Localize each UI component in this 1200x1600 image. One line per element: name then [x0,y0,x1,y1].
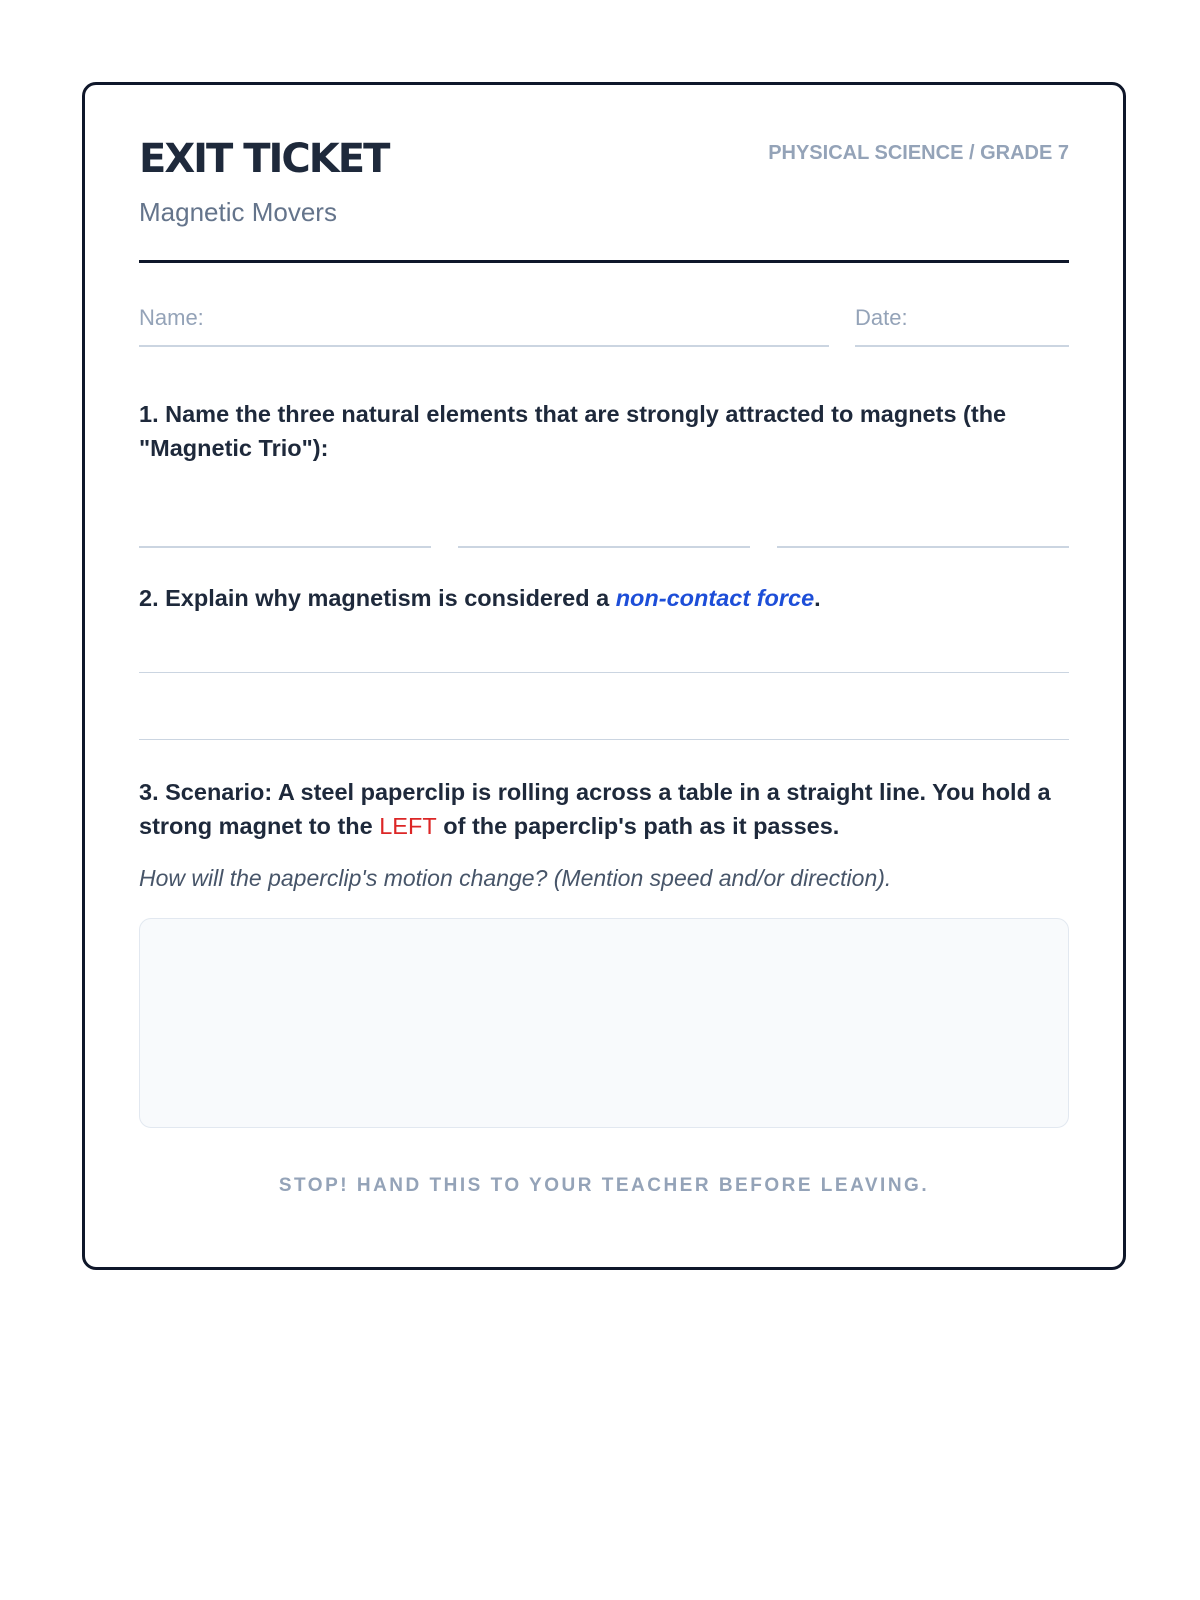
header-divider [139,260,1069,263]
footer-instruction: STOP! HAND THIS TO YOUR TEACHER BEFORE LEAVING. [278,1175,930,1196]
question-3-prompt: How will the paperclip's motion change? (Mention speed and/or direction). [139,865,892,891]
answer-blank-1[interactable] [139,546,431,548]
answer-line-2[interactable] [139,739,1069,740]
date-field[interactable] [855,305,1069,347]
page-subtitle: Magnetic Movers [139,197,337,227]
date-label: Date: [855,305,908,330]
question-2-text: 2. Explain why magnetism is considered a [139,585,616,611]
question-1: 1. Name the three natural elements that are strongly attracted to magnets (the "Magnetic Trio"): [139,401,1007,461]
answer-box[interactable] [139,918,1069,1128]
exit-ticket-card [82,82,1126,1270]
question-3-end: of the paperclip's path as it passes. [436,813,840,839]
name-field[interactable] [139,305,829,347]
non-contact-force-term: non-contact force [615,585,815,611]
question-3 [139,775,1069,843]
answer-blank-3[interactable] [777,546,1069,548]
question-3-text: 3. Scenario: A steel paperclip is rolling across a table in a straight line. You hold a strong magnet to the [139,779,1051,839]
question-2-end: . [814,585,821,611]
subject-label: PHYSICAL SCIENCE / GRADE 7 [768,142,1069,164]
question-2 [139,581,1069,615]
card-content [139,85,1069,1267]
name-label: Name: [139,305,204,330]
answer-blank-2[interactable] [458,546,750,548]
left-highlight: LEFT [379,813,437,839]
page-title: EXIT TICKET [139,136,389,182]
answer-line-1[interactable] [139,672,1069,673]
